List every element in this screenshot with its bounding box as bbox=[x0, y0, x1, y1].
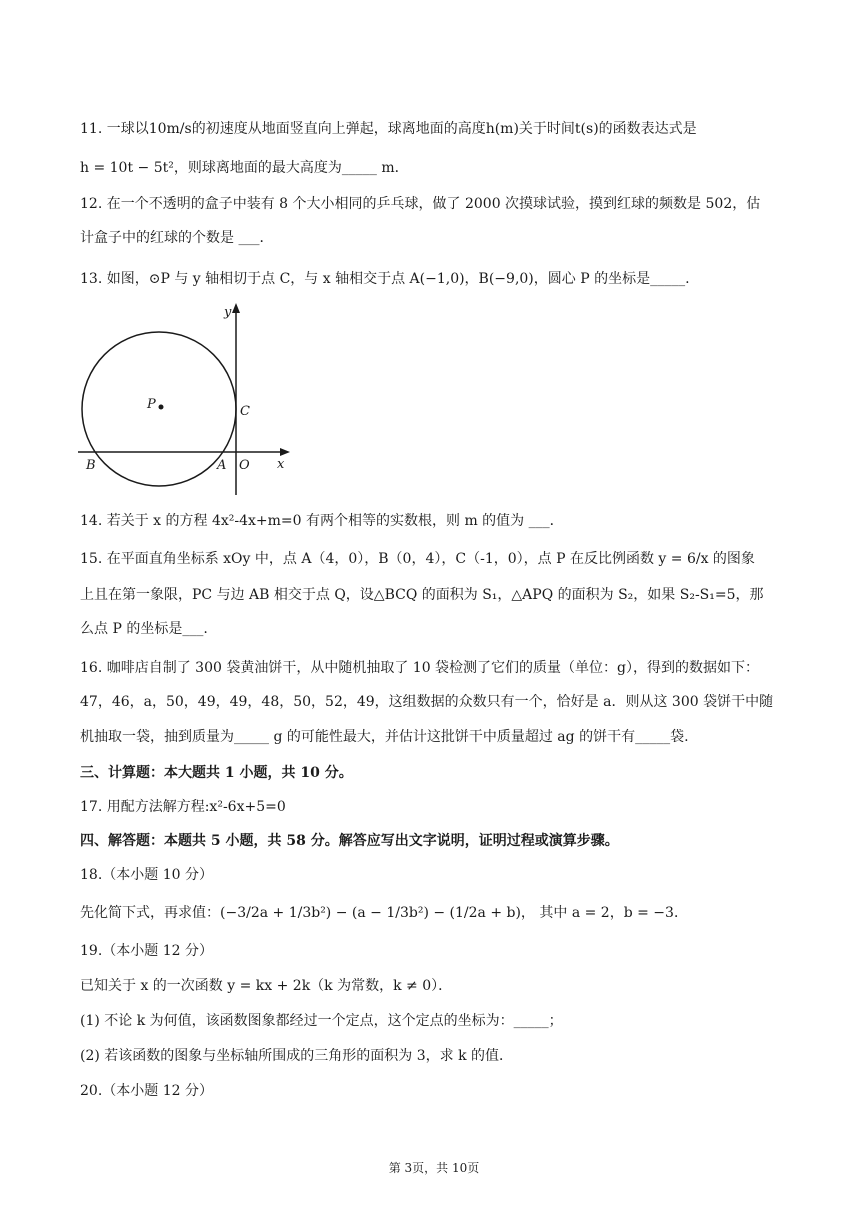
section-4-heading: 四、解答题：本题共 5 小题，共 58 分。解答应写出文字说明，证明过程或演算步骤。 bbox=[80, 833, 619, 849]
q12-line2: 计盒子中的红球的个数是 ___． bbox=[80, 230, 274, 246]
label-x: x bbox=[277, 457, 285, 472]
q20-header: 20.（本小题 12 分） bbox=[80, 1083, 213, 1099]
q13-line1: 13. 如图，⊙P 与 y 轴相切于点 C，与 x 轴相交于点 A(−1,0)，B(−9,0)，圆心 P 的坐标是_____. bbox=[80, 271, 690, 287]
label-o: O bbox=[239, 458, 250, 473]
q15-line3: 么点 P 的坐标是___. bbox=[80, 621, 208, 637]
label-c: C bbox=[240, 404, 250, 419]
q18-line1: 先化简下式，再求值：(−3/2a + 1/3b²) − (a − 1/3b²) − (1/2a + b)， 其中 a = 2，b = −3． bbox=[80, 905, 688, 921]
q13-figure bbox=[76, 300, 296, 500]
q15-line1: 15. 在平面直角坐标系 xOy 中，点 A（4，0），B（0，4），C（-1，0），点 P 在反比例函数 y = 6/x 的图象 bbox=[80, 551, 755, 567]
q11-line2: h = 10t − 5t²，则球离地面的最大高度为_____ m． bbox=[80, 160, 409, 176]
x-axis-arrow-icon bbox=[280, 448, 290, 456]
section-3-heading: 三、计算题：本大题共 1 小题，共 10 分。 bbox=[80, 765, 353, 781]
q19-header: 19.（本小题 12 分） bbox=[80, 943, 213, 959]
q19-line1: 已知关于 x 的一次函数 y = kx + 2k（k 为常数，k ≠ 0）． bbox=[80, 978, 453, 994]
q12-line1: 12. 在一个不透明的盒子中装有 8 个大小相同的乒乓球，做了 2000 次摸球试验，摸到红球的频数是 502，估 bbox=[80, 196, 761, 212]
label-a: A bbox=[217, 458, 227, 473]
circle-p bbox=[82, 332, 236, 486]
q16-line3: 机抽取一袋，抽到质量为_____ g 的可能性最大，并估计这批饼干中质量超过 ag 的饼干有_____袋. bbox=[80, 729, 689, 745]
q11-line1: 11. 一球以10m/s的初速度从地面竖直向上弹起，球离地面的高度h(m)关于时间t(s)的函数表达式是 bbox=[80, 121, 697, 137]
q19-line2: (1) 不论 k 为何值，该函数图象都经过一个定点，这个定点的坐标为：_____； bbox=[80, 1013, 563, 1029]
label-y: y bbox=[224, 305, 232, 320]
q17-line1: 17. 用配方法解方程:x²-6x+5=0 bbox=[80, 799, 286, 815]
q19-line3: (2) 若该函数的图象与坐标轴所围成的三角形的面积为 3，求 k 的值． bbox=[80, 1048, 514, 1064]
q15-line2: 上且在第一象限，PC 与边 AB 相交于点 Q，设△BCQ 的面积为 S₁，△APQ 的面积为 S₂，如果 S₂-S₁=5，那 bbox=[80, 587, 764, 603]
q16-line1: 16. 咖啡店自制了 300 袋黄油饼干，从中随机抽取了 10 袋检测了它们的质量（单位：g），得到的数据如下： bbox=[80, 660, 760, 676]
y-axis-arrow-icon bbox=[232, 303, 240, 313]
page-footer: 第 3页，共 10页 bbox=[388, 1161, 480, 1175]
q18-header: 18.（本小题 10 分） bbox=[80, 867, 213, 883]
q16-line2: 47，46，a，50，49，49，48，50，52，49，这组数据的众数只有一个，恰好是 a．则从这 300 袋饼干中随 bbox=[80, 694, 774, 710]
center-point-p bbox=[159, 405, 164, 410]
q14-line1: 14. 若关于 x 的方程 4x²-4x+m=0 有两个相等的实数根，则 m 的值为 ___． bbox=[80, 513, 564, 529]
label-p: P bbox=[147, 397, 156, 412]
label-b: B bbox=[86, 458, 96, 473]
